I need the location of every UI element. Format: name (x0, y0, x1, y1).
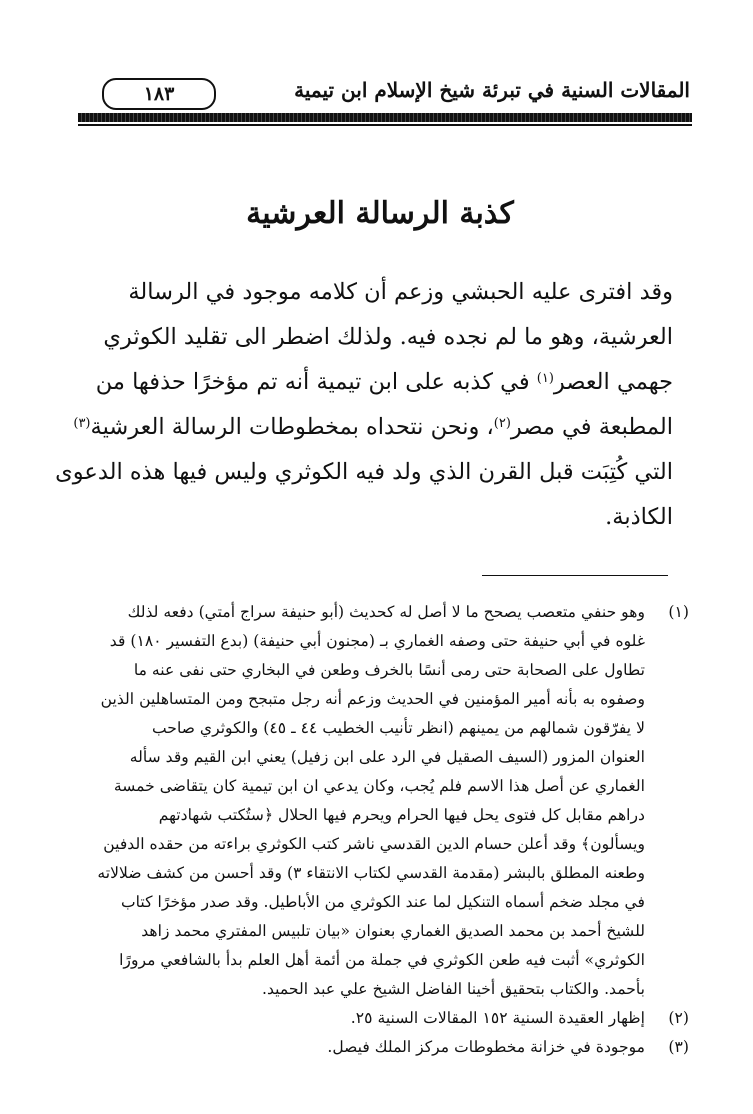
body-line: العرشية، وهو ما لم نجده فيه. ولذلك اضطر الى تقليد الكوثري (103, 324, 673, 350)
header-rule-thin (78, 124, 692, 126)
footnote-2 (75, 1004, 689, 1033)
footnote-text: إظهار العقيدة السنية ١٥٢ المقالات السنية ٢٥. (350, 1009, 645, 1027)
footnote-3 (75, 1033, 689, 1062)
footnote-text: وهو حنفي متعصب يصحح ما لا أصل له كحديث (أبو حنيفة سراج أمتي) دفعه لذلك غلوه في أبي حنيفة حتى وصفه الغماري بـ (مجنون أبي حنيفة) (بدع التفسير ١٨٠) قد تطاول على الصحابة حتى رمى أنسًا بالخرف وطعن في البخاري حتى نفى عنه ما وصفوه به بأنه أمير المؤمنين في الحديث وزعم أنه رجل متبجح ومن المتساهلين الذين لا يفرّقون شمالهم من يمينهم (انظر تأنيب الخطيب ٤٤ ـ ٤٥) والكوثري صاحب العنوان المزور (السيف الصقيل في الرد على ابن زفيل) يعني ابن القيم وقد سأله الغماري عن أصل هذا الاسم فلم يُجب، وكان يدعي ان ابن تيمية كان يتقاضى خمسة دراهم مقابل كل فتوى يحل فيها الحرام ويحرم فيها الحلال ﴿ستُكتب شهادتهم ويسألون﴾ وقد أعلن حسام الدين القدسي ناشر كتب الكوثري براءته من حقده الدفين وطعنه المطلق بالبشر (مقدمة القدسي لكتاب الانتقاء ٣) وقد أحسن من كشف ضلالاته في مجلد ضخم أسماه التنكيل لما عند الكوثري من الأباطيل. وقد صدر مؤخرًا كتاب للشيخ أحمد بن محمد الصديق الغماري بعنوان «بيان تلبيس المفتري محمد زاهد الكوثري» أثبت فيه طعن الكوثري في جملة من أئمة أهل العلم بدأ بالشافعي مرورًا بأحمد. والكتاب بتحقيق أخينا الفاضل الشيخ علي عبد الحميد. (97, 603, 645, 998)
body-text (55, 270, 673, 540)
running-title: المقالات السنية في تبرئة شيخ الإسلام ابن تيمية (294, 78, 690, 102)
page-number: ١٨٣ (102, 78, 216, 110)
footnote-reference[interactable]: (٢) (493, 416, 511, 431)
footnote-reference[interactable]: (١) (536, 371, 554, 386)
footnote-text: موجودة في خزانة مخطوطات مركز الملك فيصل. (327, 1038, 645, 1056)
footnote-divider (482, 575, 668, 576)
body-line: جهمي العصر$^{(١)}$ في كذبه على ابن تيمية أنه تم مؤخرًا حذفها من (95, 369, 673, 395)
chapter-title: كذبة الرسالة العرشية (246, 196, 514, 231)
body-line: التي كُتِبَت قبل القرن الذي ولد فيه الكوثري وليس فيها هذه الدعوى (55, 459, 673, 485)
footnote-reference[interactable]: (٣) (73, 416, 91, 431)
footnote-number: (١) (668, 603, 689, 621)
footnotes (75, 598, 689, 1062)
footnote-number: (٢) (668, 1009, 689, 1027)
footnote-number: (٣) (668, 1038, 689, 1056)
body-line: وقد افترى عليه الحبشي وزعم أن كلامه موجود في الرسالة (128, 279, 673, 305)
body-line: الكاذبة. (605, 504, 673, 530)
page-header (80, 74, 690, 114)
header-rule (78, 113, 692, 122)
body-line: المطبعة في مصر$^{(٢)}$، ونحن نتحداه بمخطوطات الرسالة العرشية$^{(٣)}$ (73, 414, 673, 440)
footnote-1 (75, 598, 689, 1004)
